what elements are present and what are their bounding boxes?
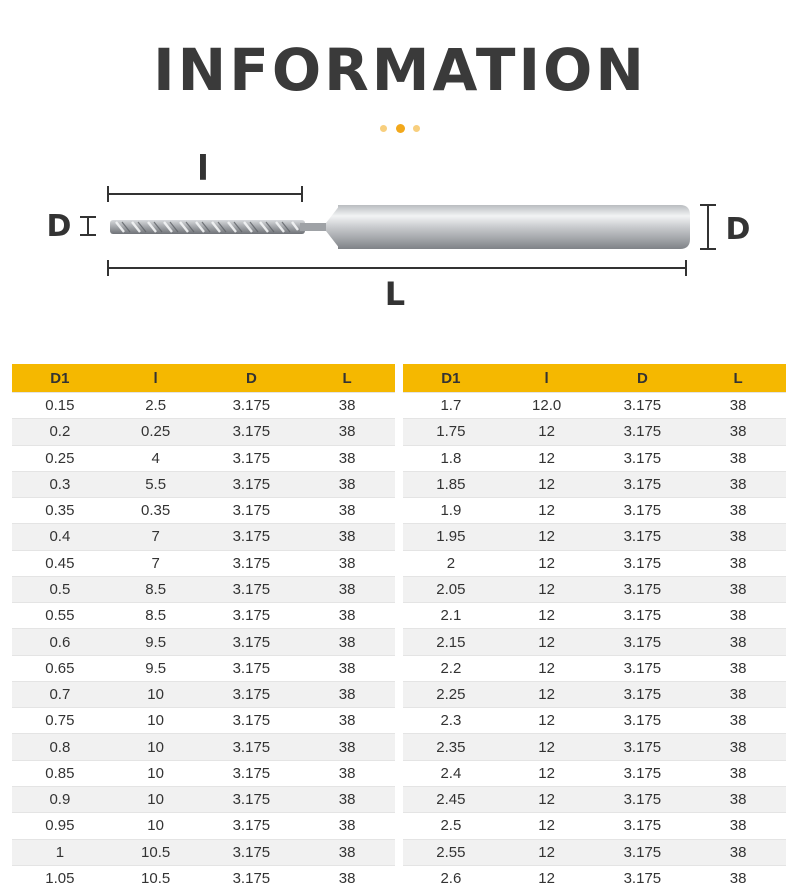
table-row xyxy=(403,524,786,550)
cell-L: 38 xyxy=(690,681,786,707)
cell-l: 12 xyxy=(499,419,595,445)
table-row xyxy=(12,419,395,445)
cell-L: 38 xyxy=(690,550,786,576)
cell-d: 3.175 xyxy=(595,393,691,419)
cell-d: 3.175 xyxy=(595,813,691,839)
cell-d1: 0.65 xyxy=(12,655,108,681)
cell-L: 38 xyxy=(690,445,786,471)
cell-L: 38 xyxy=(299,576,395,602)
table-row xyxy=(403,576,786,602)
page-title: INFORMATION xyxy=(153,36,647,104)
table-header-row xyxy=(403,364,786,393)
cell-l: 12 xyxy=(499,524,595,550)
table-row xyxy=(403,708,786,734)
cell-l: 12 xyxy=(499,734,595,760)
cell-d1: 0.15 xyxy=(12,393,108,419)
cell-d1: 0.45 xyxy=(12,550,108,576)
cell-L: 38 xyxy=(690,760,786,786)
cell-d1: 0.8 xyxy=(12,734,108,760)
table-row xyxy=(403,393,786,419)
table-header-row xyxy=(12,364,395,393)
cell-L: 38 xyxy=(299,734,395,760)
cell-d1: 0.6 xyxy=(12,629,108,655)
table-row xyxy=(12,471,395,497)
cell-l: 10 xyxy=(108,734,204,760)
cell-L: 38 xyxy=(690,471,786,497)
cell-l: 12 xyxy=(499,445,595,471)
table-row xyxy=(403,603,786,629)
cell-d: 3.175 xyxy=(204,734,300,760)
dot-left xyxy=(380,125,387,132)
cell-d: 3.175 xyxy=(595,865,691,891)
cell-d: 3.175 xyxy=(595,498,691,524)
dimension-d xyxy=(700,205,750,249)
cell-d: 3.175 xyxy=(204,419,300,445)
cell-d: 3.175 xyxy=(204,576,300,602)
cell-d1: 0.7 xyxy=(12,681,108,707)
header-L: L xyxy=(299,364,395,393)
cell-L: 38 xyxy=(690,655,786,681)
cell-l: 12 xyxy=(499,681,595,707)
drill-bit-diagram xyxy=(0,140,800,320)
cell-l: 10 xyxy=(108,760,204,786)
cell-d1: 0.5 xyxy=(12,576,108,602)
cell-l: 10 xyxy=(108,786,204,812)
cell-l: 10.5 xyxy=(108,839,204,865)
cell-d: 3.175 xyxy=(595,655,691,681)
table-row xyxy=(12,550,395,576)
cell-l: 12 xyxy=(499,629,595,655)
cell-d: 3.175 xyxy=(204,681,300,707)
cell-l: 10 xyxy=(108,681,204,707)
cell-L: 38 xyxy=(690,708,786,734)
table-row xyxy=(12,734,395,760)
cell-d: 3.175 xyxy=(595,603,691,629)
cell-l: 2.5 xyxy=(108,393,204,419)
cell-l: 4 xyxy=(108,445,204,471)
cell-d: 3.175 xyxy=(204,813,300,839)
cell-d: 3.175 xyxy=(204,629,300,655)
cell-d1: 0.9 xyxy=(12,786,108,812)
cell-L: 38 xyxy=(690,839,786,865)
table-row xyxy=(12,839,395,865)
cell-d1: 1.05 xyxy=(12,865,108,891)
cell-d1: 2.6 xyxy=(403,865,499,891)
table-row xyxy=(12,865,395,891)
decorative-dots xyxy=(0,122,800,136)
cell-d1: 0.75 xyxy=(12,708,108,734)
table-row xyxy=(12,708,395,734)
table-row xyxy=(403,419,786,445)
cell-L: 38 xyxy=(299,708,395,734)
cell-L: 38 xyxy=(690,524,786,550)
cell-l: 12 xyxy=(499,655,595,681)
cell-d1: 2.3 xyxy=(403,708,499,734)
cell-L: 38 xyxy=(690,786,786,812)
dot-center xyxy=(396,124,405,133)
cell-l: 12 xyxy=(499,603,595,629)
cell-L: 38 xyxy=(690,603,786,629)
cell-d: 3.175 xyxy=(595,760,691,786)
cell-L: 38 xyxy=(299,865,395,891)
cell-L: 38 xyxy=(690,498,786,524)
cell-L: 38 xyxy=(299,839,395,865)
table-row xyxy=(403,498,786,524)
table-row xyxy=(403,839,786,865)
cell-L: 38 xyxy=(690,419,786,445)
cell-d1: 1.7 xyxy=(403,393,499,419)
cell-d1: 0.3 xyxy=(12,471,108,497)
table-row xyxy=(403,655,786,681)
dot-right xyxy=(413,125,420,132)
cell-l: 9.5 xyxy=(108,629,204,655)
cell-d: 3.175 xyxy=(595,419,691,445)
cell-d: 3.175 xyxy=(595,471,691,497)
cell-L: 38 xyxy=(299,445,395,471)
cell-L: 38 xyxy=(299,760,395,786)
table-row xyxy=(403,865,786,891)
cell-l: 12 xyxy=(499,839,595,865)
cell-d: 3.175 xyxy=(595,576,691,602)
cell-d1: 0.85 xyxy=(12,760,108,786)
cell-l: 0.35 xyxy=(108,498,204,524)
cell-d: 3.175 xyxy=(204,865,300,891)
table-row xyxy=(12,445,395,471)
cell-d1: 2.4 xyxy=(403,760,499,786)
table-row xyxy=(12,813,395,839)
cell-d1: 2.55 xyxy=(403,839,499,865)
cell-L: 38 xyxy=(299,786,395,812)
cell-L: 38 xyxy=(690,734,786,760)
cell-d: 3.175 xyxy=(204,708,300,734)
table-row xyxy=(12,760,395,786)
cell-l: 12 xyxy=(499,708,595,734)
cell-d: 3.175 xyxy=(595,734,691,760)
table-row xyxy=(403,471,786,497)
cell-d1: 0.4 xyxy=(12,524,108,550)
cell-L: 38 xyxy=(690,865,786,891)
cell-l: 10 xyxy=(108,813,204,839)
cell-L: 38 xyxy=(690,393,786,419)
cell-d1: 0.95 xyxy=(12,813,108,839)
label-d-right: D xyxy=(725,212,751,247)
header-d: D xyxy=(595,364,691,393)
table-row xyxy=(403,786,786,812)
cell-L: 38 xyxy=(690,629,786,655)
cell-l: 12 xyxy=(499,865,595,891)
table-row xyxy=(403,681,786,707)
cell-l: 5.5 xyxy=(108,471,204,497)
table-row xyxy=(403,760,786,786)
cell-d1: 2.25 xyxy=(403,681,499,707)
table-row xyxy=(12,603,395,629)
dimension-L xyxy=(108,260,686,313)
table-row xyxy=(12,393,395,419)
cell-L: 38 xyxy=(299,629,395,655)
cell-d1: 2.45 xyxy=(403,786,499,812)
header-l: l xyxy=(108,364,204,393)
cell-d: 3.175 xyxy=(204,498,300,524)
cell-l: 12 xyxy=(499,576,595,602)
label-L: L xyxy=(384,275,406,313)
cell-d1: 2.35 xyxy=(403,734,499,760)
table-row xyxy=(12,629,395,655)
cell-d1: 2.1 xyxy=(403,603,499,629)
header-l: l xyxy=(499,364,595,393)
cell-d1: 2 xyxy=(403,550,499,576)
table-row xyxy=(12,786,395,812)
cell-d: 3.175 xyxy=(204,786,300,812)
cell-l: 12 xyxy=(499,471,595,497)
cell-L: 38 xyxy=(299,524,395,550)
cell-d: 3.175 xyxy=(204,550,300,576)
spec-table-right xyxy=(403,364,786,891)
cell-L: 38 xyxy=(299,471,395,497)
cell-d1: 0.25 xyxy=(12,445,108,471)
cell-d1: 0.35 xyxy=(12,498,108,524)
cell-d: 3.175 xyxy=(204,524,300,550)
cell-d: 3.175 xyxy=(204,445,300,471)
cell-d: 3.175 xyxy=(595,445,691,471)
cell-l: 7 xyxy=(108,550,204,576)
table-row xyxy=(12,576,395,602)
label-l: l xyxy=(197,149,209,189)
cell-l: 12 xyxy=(499,498,595,524)
cell-d: 3.175 xyxy=(204,603,300,629)
cell-l: 8.5 xyxy=(108,603,204,629)
cell-d1: 1.75 xyxy=(403,419,499,445)
drill-bit-icon xyxy=(110,205,690,249)
table-row xyxy=(403,734,786,760)
cell-d: 3.175 xyxy=(204,393,300,419)
table-row xyxy=(403,813,786,839)
cell-d: 3.175 xyxy=(595,629,691,655)
table-row xyxy=(12,655,395,681)
cell-d: 3.175 xyxy=(595,839,691,865)
cell-d1: 2.2 xyxy=(403,655,499,681)
cell-d1: 2.15 xyxy=(403,629,499,655)
cell-d1: 0.55 xyxy=(12,603,108,629)
table-row xyxy=(403,550,786,576)
cell-L: 38 xyxy=(299,813,395,839)
table-row xyxy=(403,445,786,471)
cell-l: 8.5 xyxy=(108,576,204,602)
cell-l: 12 xyxy=(499,786,595,812)
cell-d1: 1 xyxy=(12,839,108,865)
header-d1: D1 xyxy=(12,364,108,393)
cell-d1: 2.05 xyxy=(403,576,499,602)
cell-d: 3.175 xyxy=(595,786,691,812)
cell-l: 0.25 xyxy=(108,419,204,445)
cell-d1: 1.85 xyxy=(403,471,499,497)
cell-d: 3.175 xyxy=(595,524,691,550)
cell-d: 3.175 xyxy=(204,655,300,681)
cell-d: 3.175 xyxy=(204,839,300,865)
dimension-d1 xyxy=(47,209,96,244)
cell-l: 12 xyxy=(499,813,595,839)
header-d1: D1 xyxy=(403,364,499,393)
cell-L: 38 xyxy=(690,576,786,602)
cell-L: 38 xyxy=(299,550,395,576)
label-d-left: D xyxy=(46,209,72,244)
cell-d1: 1.95 xyxy=(403,524,499,550)
header-L: L xyxy=(690,364,786,393)
dimension-l xyxy=(108,149,302,202)
cell-L: 38 xyxy=(299,681,395,707)
cell-L: 38 xyxy=(299,419,395,445)
cell-d: 3.175 xyxy=(595,681,691,707)
cell-d: 3.175 xyxy=(595,708,691,734)
cell-l: 10 xyxy=(108,708,204,734)
cell-d1: 1.9 xyxy=(403,498,499,524)
table-row xyxy=(403,629,786,655)
cell-l: 12 xyxy=(499,550,595,576)
table-row xyxy=(12,524,395,550)
cell-d1: 0.2 xyxy=(12,419,108,445)
cell-L: 38 xyxy=(299,498,395,524)
cell-L: 38 xyxy=(690,813,786,839)
cell-d1: 1.8 xyxy=(403,445,499,471)
cell-l: 7 xyxy=(108,524,204,550)
header-d: D xyxy=(204,364,300,393)
cell-l: 12 xyxy=(499,760,595,786)
cell-d: 3.175 xyxy=(204,760,300,786)
cell-L: 38 xyxy=(299,655,395,681)
cell-l: 10.5 xyxy=(108,865,204,891)
cell-d: 3.175 xyxy=(595,550,691,576)
cell-L: 38 xyxy=(299,393,395,419)
cell-l: 9.5 xyxy=(108,655,204,681)
spec-table-left xyxy=(12,364,395,891)
cell-l: 12.0 xyxy=(499,393,595,419)
cell-L: 38 xyxy=(299,603,395,629)
table-row xyxy=(12,498,395,524)
cell-d: 3.175 xyxy=(204,471,300,497)
table-row xyxy=(12,681,395,707)
cell-d1: 2.5 xyxy=(403,813,499,839)
